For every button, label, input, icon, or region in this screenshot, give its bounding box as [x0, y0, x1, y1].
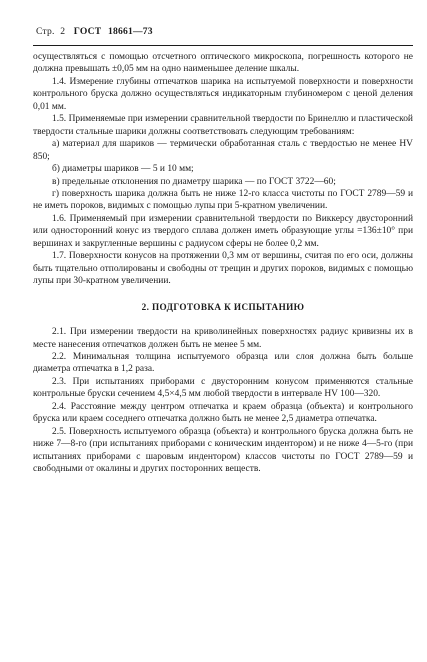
paragraph-2-3: 2.3. При испытаниях приборами с двусторонним конусом применяются стальные контрольные бруски сечением 4,5×4,5 мм любой твердости в интервале HV 100—320.	[33, 376, 413, 400]
header-rule	[33, 45, 413, 46]
page-number: 2	[60, 26, 66, 37]
section-title: 2. ПОДГОТОВКА К ИСПЫТАНИЮ	[141, 301, 305, 312]
document-body	[33, 51, 413, 476]
list-item-b: б) диаметры шариков — 5 и 10 мм;	[52, 164, 194, 175]
list-item-a: а) материал для шариков — термически обработанная сталь с твердостью не менее HV 850;	[33, 139, 413, 162]
list-item-v: в) предельные отклонения по диаметру шарика — по ГОСТ 3722—60;	[52, 176, 336, 187]
paragraph-2-1: 2.1. При измерении твердости на криволинейных поверхностях радиус кривизны их в месте нанесения отпечатков должен быть не менее 5 мм.	[33, 327, 413, 350]
paragraph-2-4: 2.4. Расстояние между центром отпечатка и краем образца (объекта) и контрольного бруска или краем соседнего отпечатка должно быть не менее 2,5 диаметра отпечатка.	[33, 401, 413, 425]
paragraph-2-5: 2.5. Поверхность испытуемого образца (объекта) и контрольного бруска должна быть не ниже 7—8-го (при испытаниях приборами с коническим индентором) и не ниже 4—5-го (при испытаниях приборами с шаровым индентором) классов чистоты по ГОСТ 2789—59 и свободными от окалины и других посторонних веществ.	[33, 426, 413, 475]
paragraph-continuation: осуществляться с помощью отсчетного оптического микроскопа, погрешность которого не должна превышать ±0,05 мм на одно наименьшее деление шкалы.	[33, 52, 413, 75]
page-header	[33, 26, 153, 37]
paragraph-2-2: 2.2. Минимальная толщина испытуемого образца или слоя должна быть больше диаметра отпечатка в 1,2 раза.	[33, 351, 413, 375]
paragraph-1-5: 1.5. Применяемые при измерении сравнительной твердости по Бринеллю и пластической твердости стальные шарики должны соответствовать следующим требованиям:	[33, 114, 413, 137]
list-item-g: г) поверхность шарика должна быть не ниже 12-го класса чистоты по ГОСТ 2789—59 и не иметь пороков, видимых с помощью лупы при 5-кратном увеличении.	[33, 188, 413, 212]
page-prefix: Стр.	[36, 26, 55, 37]
paragraph-1-7: 1.7. Поверхности конусов на протяжении 0,3 мм от вершины, считая по его оси, должны быть тщательно отполированы и свободны от трещин и других пороков, видимых с помощью лупы при 30-кратном увеличении.	[33, 251, 413, 287]
standard-label: ГОСТ	[73, 26, 102, 37]
standard-number: 18661—73	[107, 26, 153, 37]
paragraph-1-4: 1.4. Измерение глубины отпечатков шарика на испытуемой поверхности и поверхности контрольного бруска должно осуществляться индикаторным глубиномером с ценой деления 0,01 мм.	[33, 76, 413, 112]
paragraph-1-6: 1.6. Применяемый при измерении сравнительной твердости по Виккерсу двусторонний или односторонний конус из твердого сплава должен иметь образующие углы =136±10° при вершинах и закругленные вершины с радиусом сферы не более 0,2 мм.	[33, 213, 413, 249]
